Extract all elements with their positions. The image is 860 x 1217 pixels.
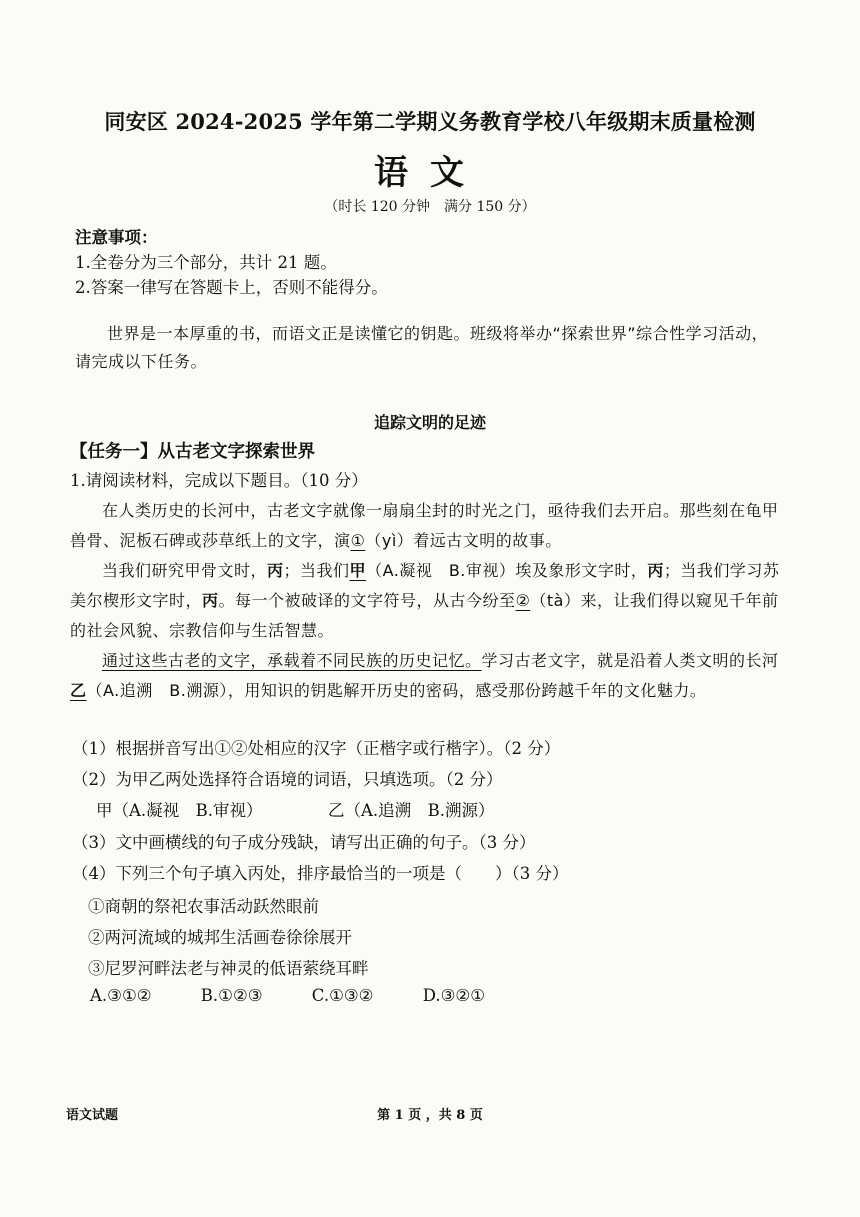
- blank-yi: 乙: [70, 681, 87, 700]
- answer-options: [90, 986, 529, 1005]
- reading-passage: [70, 496, 780, 706]
- task-title: 【任务一】从古老文字探索世界: [70, 442, 315, 462]
- sub-question-2: （2）为甲乙两处选择符合语境的词语，只填选项。（2 分）: [72, 770, 503, 789]
- blank-mark-2: ②: [515, 591, 531, 610]
- passage-paragraph: 当我们研究甲骨文时，丙；当我们甲（A.凝视 B.审视）埃及象形文字时，丙；当我们学习苏美尔楔形文字时，丙。每一个被破译的文字符号，从古今纷至②（tà）来，让我们得以窥见千年前的社会风貌、宗教信仰与生活智慧。: [70, 561, 780, 640]
- answer-option: A.③①②: [90, 986, 152, 1005]
- choice-row: [96, 797, 495, 821]
- answer-option: B.①②③: [200, 986, 263, 1005]
- section-title: 追踪文明的足迹: [373, 413, 486, 432]
- blank-mark-1: ①: [350, 531, 366, 550]
- subject-title: 语文: [374, 153, 486, 193]
- blank-jia: 甲: [349, 561, 367, 580]
- notes-item: 1.全卷分为三个部分，共计 21 题。: [75, 253, 337, 272]
- page-number: 第 1 页 ，共 8 页: [377, 1108, 483, 1123]
- sub-question-3: （3）文中画横线的句子成分残缺，请写出正确的句子。（3 分）: [72, 833, 536, 852]
- passage-paragraph: 通过这些古老的文字，承载着不同民族的历史记忆。学习古老文字，就是沿着人类文明的长河乙（A.追溯 B.溯源），用知识的钥匙解开历史的密码，感受那份跨越千年的文化魅力。: [70, 651, 779, 700]
- answer-option: C.①③②: [311, 986, 374, 1005]
- sub-question-4: （4）下列三个句子填入丙处，排序最恰当的一项是（ ）（3 分）: [72, 864, 569, 883]
- intro-paragraph: 世界是一本厚重的书，而语文正是读懂它的钥匙。班级将举办“探索世界”综合性学习活动，请完成以下任务。: [75, 324, 769, 371]
- underlined-sentence: 通过这些古老的文字，承载着不同民族的历史记忆。: [102, 651, 482, 670]
- fill-option: ③尼罗河畔法老与神灵的低语萦绕耳畔: [88, 959, 369, 978]
- footer-subject: 语文试题: [66, 1108, 119, 1123]
- choice-jia: 甲（A.凝视 B.审视）: [96, 801, 263, 820]
- notes-heading: 注意事项：: [75, 228, 158, 247]
- fill-option: ②两河流域的城邦生活画卷徐徐展开: [88, 928, 352, 947]
- notes-block: [75, 225, 388, 300]
- choice-yi: 乙（A.追溯 B.溯源）: [328, 801, 495, 820]
- sub-question-1: （1）根据拼音写出①②处相应的汉字（正楷字或行楷字）。（2 分）: [72, 739, 561, 758]
- exam-title: 同安区 2024-2025 学年第二学期义务教育学校八年级期末质量检测: [104, 109, 756, 134]
- exam-duration: （时长 120 分钟 满分 150 分）: [324, 199, 536, 215]
- blank-bing: 丙: [647, 561, 664, 580]
- notes-item: 2.答案一律写在答题卡上，否则不能得分。: [75, 278, 388, 297]
- fill-option: ①商朝的祭祀农事活动跃然眼前: [88, 897, 319, 916]
- blank-bing: 丙: [202, 591, 219, 610]
- passage-paragraph: 在人类历史的长河中，古老文字就像一扇扇尘封的时光之门，亟待我们去开启。那些刻在龟甲兽骨、泥板石碑或莎草纸上的文字，演①（yì）着远古文明的故事。: [70, 501, 779, 550]
- question-intro: 1.请阅读材料，完成以下题目。（10 分）: [70, 471, 368, 490]
- answer-option: D.③②①: [422, 986, 485, 1005]
- blank-bing: 丙: [267, 561, 284, 580]
